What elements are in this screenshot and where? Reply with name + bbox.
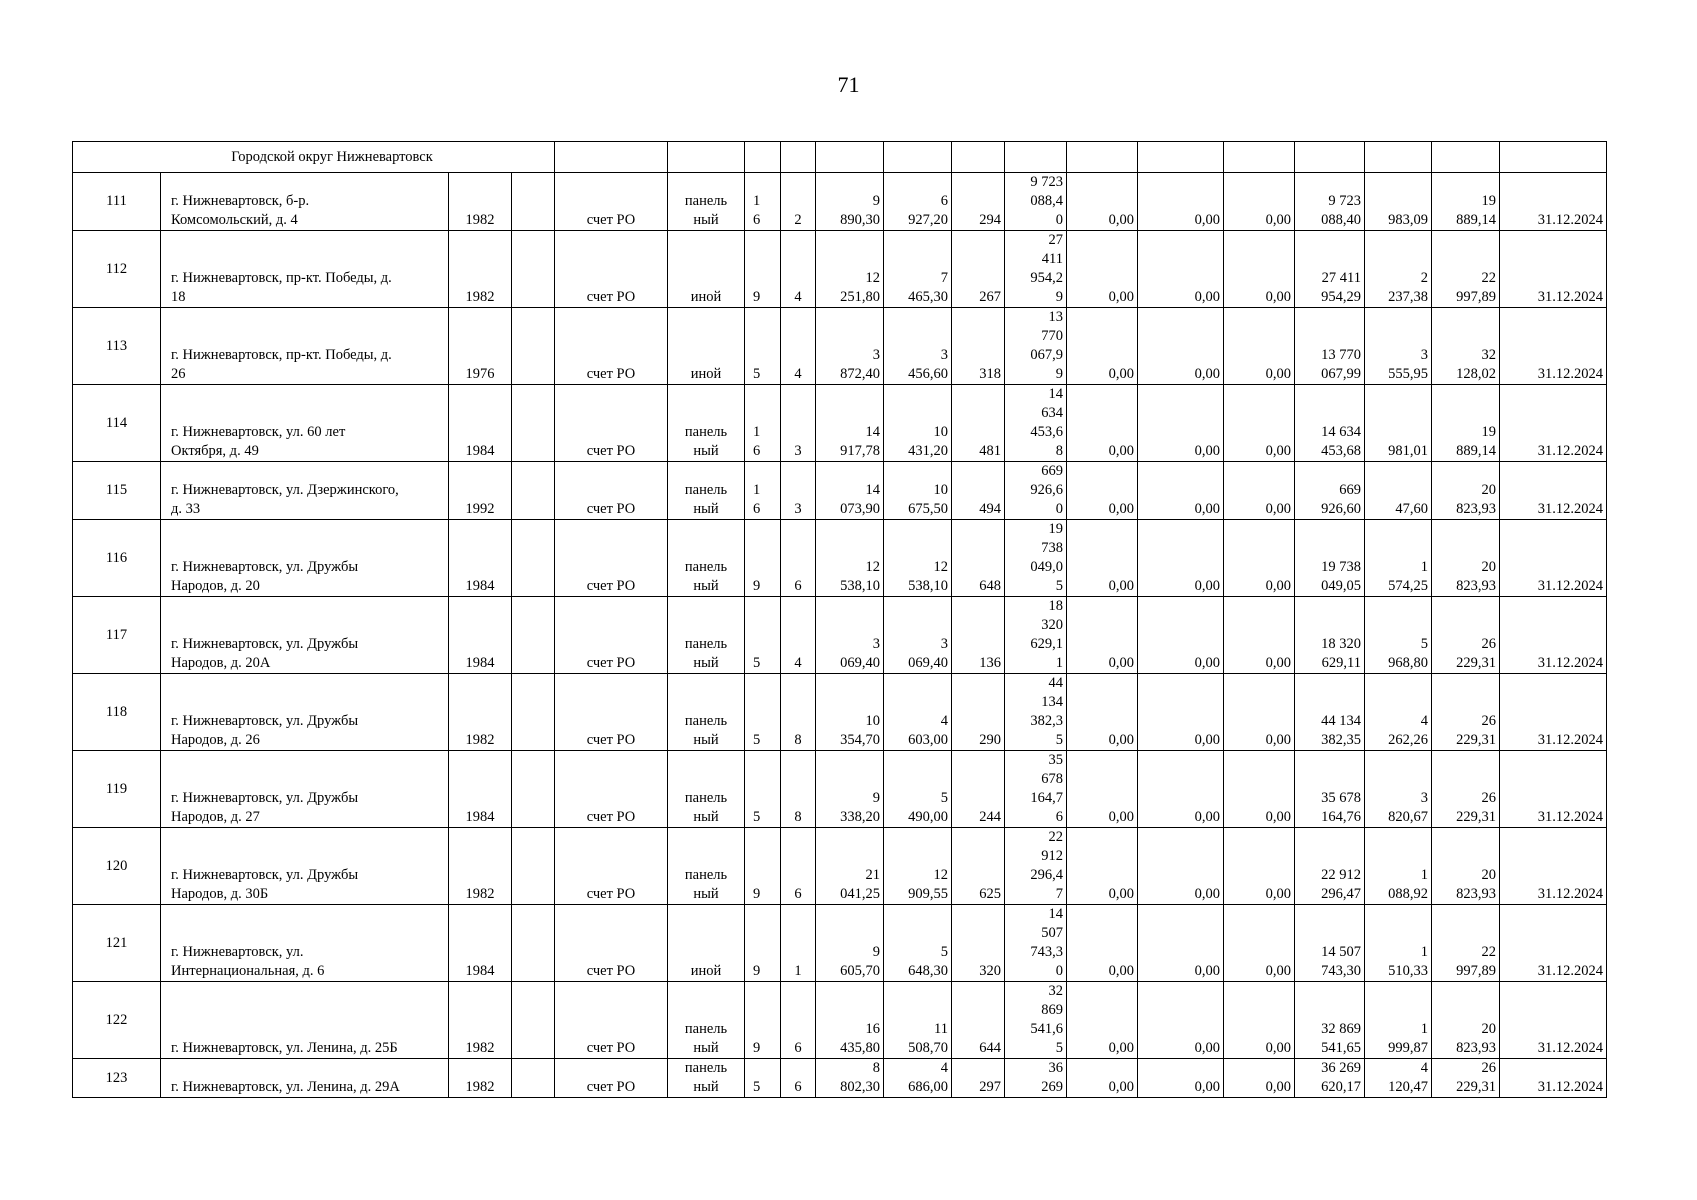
regional-funds-cell: 0,00 <box>1138 520 1224 597</box>
year-cell: 1992 <box>449 462 512 520</box>
table-row <box>73 231 1607 308</box>
table-row <box>73 173 1607 231</box>
residents-cell: 290 <box>952 674 1005 751</box>
local-funds-cell: 0,00 <box>1224 385 1295 462</box>
empty-cell <box>512 462 555 520</box>
cost-per-sqm-cell: 1 088,92 <box>1365 828 1432 905</box>
empty-cell <box>512 828 555 905</box>
limit-cost-cell: 19 889,14 <box>1432 173 1500 231</box>
wall-material-cell: панель ный <box>668 385 745 462</box>
cost-per-sqm-cell: 3 555,95 <box>1365 308 1432 385</box>
residents-cell: 644 <box>952 982 1005 1059</box>
limit-cost-cell: 32 128,02 <box>1432 308 1500 385</box>
total-cost-cell: 35 678 164,7 6 <box>1005 751 1067 828</box>
fund-method-cell: счет РО <box>555 828 668 905</box>
regional-funds-cell: 0,00 <box>1138 828 1224 905</box>
cost-per-sqm-cell: 4 262,26 <box>1365 674 1432 751</box>
federal-funds-cell: 0,00 <box>1067 520 1138 597</box>
wall-material-cell: панель ный <box>668 462 745 520</box>
living-area-cell: 6 927,20 <box>884 173 952 231</box>
entrances-cell: 6 <box>781 1059 816 1098</box>
living-area-cell: 11 508,70 <box>884 982 952 1059</box>
row-number: 112 <box>73 231 161 308</box>
floors-cell: 5 <box>745 751 781 828</box>
total-area-cell: 12 538,10 <box>816 520 884 597</box>
fund-method-cell: счет РО <box>555 597 668 674</box>
total-cost-cell: 9 723 088,4 0 <box>1005 173 1067 231</box>
federal-funds-cell: 0,00 <box>1067 905 1138 982</box>
total-cost-cell: 22 912 296,4 7 <box>1005 828 1067 905</box>
local-funds-cell: 0,00 <box>1224 1059 1295 1098</box>
cost-per-sqm-cell: 47,60 <box>1365 462 1432 520</box>
regional-funds-cell: 0,00 <box>1138 905 1224 982</box>
owner-funds-cell: 32 869 541,65 <box>1295 982 1365 1059</box>
total-area-cell: 16 435,80 <box>816 982 884 1059</box>
local-funds-cell: 0,00 <box>1224 462 1295 520</box>
address-cell: г. Нижневартовск, пр-кт. Победы, д. 18 <box>161 231 449 308</box>
cost-per-sqm-cell: 4 120,47 <box>1365 1059 1432 1098</box>
table-row <box>73 462 1607 520</box>
empty-cell <box>512 1059 555 1098</box>
residents-cell: 267 <box>952 231 1005 308</box>
regional-funds-cell: 0,00 <box>1138 231 1224 308</box>
limit-cost-cell: 20 823,93 <box>1432 828 1500 905</box>
year-cell: 1982 <box>449 231 512 308</box>
total-cost-cell: 19 738 049,0 5 <box>1005 520 1067 597</box>
floors-cell: 9 <box>745 905 781 982</box>
address-cell: г. Нижневартовск, б-р. Комсомольский, д. 4 <box>161 173 449 231</box>
wall-material-cell: панель ный <box>668 1059 745 1098</box>
residents-cell: 648 <box>952 520 1005 597</box>
federal-funds-cell: 0,00 <box>1067 982 1138 1059</box>
entrances-cell: 1 <box>781 905 816 982</box>
residents-cell: 297 <box>952 1059 1005 1098</box>
federal-funds-cell: 0,00 <box>1067 828 1138 905</box>
regional-funds-cell: 0,00 <box>1138 462 1224 520</box>
regional-funds-cell: 0,00 <box>1138 597 1224 674</box>
row-number: 121 <box>73 905 161 982</box>
year-cell: 1982 <box>449 1059 512 1098</box>
federal-funds-cell: 0,00 <box>1067 751 1138 828</box>
completion-date-cell: 31.12.2024 <box>1500 828 1607 905</box>
completion-date-cell: 31.12.2024 <box>1500 905 1607 982</box>
address-cell: г. Нижневартовск, ул. Ленина, д. 29А <box>161 1059 449 1098</box>
cost-per-sqm-cell: 983,09 <box>1365 173 1432 231</box>
fund-method-cell: счет РО <box>555 905 668 982</box>
owner-funds-cell: 669 926,60 <box>1295 462 1365 520</box>
wall-material-cell: панель ный <box>668 520 745 597</box>
total-cost-cell: 27 411 954,2 9 <box>1005 231 1067 308</box>
total-area-cell: 21 041,25 <box>816 828 884 905</box>
limit-cost-cell: 26 229,31 <box>1432 751 1500 828</box>
completion-date-cell: 31.12.2024 <box>1500 462 1607 520</box>
owner-funds-cell: 22 912 296,47 <box>1295 828 1365 905</box>
region-title: Городской округ Нижневартовск <box>73 142 555 173</box>
year-cell: 1984 <box>449 520 512 597</box>
floors-cell: 1 6 <box>745 462 781 520</box>
entrances-cell: 6 <box>781 828 816 905</box>
fund-method-cell: счет РО <box>555 674 668 751</box>
empty-cell <box>512 674 555 751</box>
floors-cell: 5 <box>745 308 781 385</box>
limit-cost-cell: 22 997,89 <box>1432 905 1500 982</box>
address-cell: г. Нижневартовск, ул. Дружбы Народов, д. 30Б <box>161 828 449 905</box>
row-number: 122 <box>73 982 161 1059</box>
completion-date-cell: 31.12.2024 <box>1500 308 1607 385</box>
limit-cost-cell: 26 229,31 <box>1432 597 1500 674</box>
wall-material-cell: панель ный <box>668 751 745 828</box>
total-cost-cell: 14 634 453,6 8 <box>1005 385 1067 462</box>
living-area-cell: 3 069,40 <box>884 597 952 674</box>
residents-cell: 244 <box>952 751 1005 828</box>
local-funds-cell: 0,00 <box>1224 308 1295 385</box>
entrances-cell: 8 <box>781 674 816 751</box>
owner-funds-cell: 36 269 620,17 <box>1295 1059 1365 1098</box>
limit-cost-cell: 20 823,93 <box>1432 982 1500 1059</box>
address-cell: г. Нижневартовск, ул. Дружбы Народов, д. 26 <box>161 674 449 751</box>
row-number: 111 <box>73 173 161 231</box>
fund-method-cell: счет РО <box>555 173 668 231</box>
fund-method-cell: счет РО <box>555 520 668 597</box>
living-area-cell: 5 648,30 <box>884 905 952 982</box>
completion-date-cell: 31.12.2024 <box>1500 597 1607 674</box>
table-row <box>73 520 1607 597</box>
owner-funds-cell: 13 770 067,99 <box>1295 308 1365 385</box>
address-cell: г. Нижневартовск, ул. Дружбы Народов, д. 27 <box>161 751 449 828</box>
completion-date-cell: 31.12.2024 <box>1500 385 1607 462</box>
regional-funds-cell: 0,00 <box>1138 173 1224 231</box>
owner-funds-cell: 14 634 453,68 <box>1295 385 1365 462</box>
cost-per-sqm-cell: 1 999,87 <box>1365 982 1432 1059</box>
entrances-cell: 2 <box>781 173 816 231</box>
table-row <box>73 1059 1607 1098</box>
empty-cell <box>512 520 555 597</box>
cost-per-sqm-cell: 2 237,38 <box>1365 231 1432 308</box>
living-area-cell: 5 490,00 <box>884 751 952 828</box>
total-cost-cell: 669 926,6 0 <box>1005 462 1067 520</box>
total-cost-cell: 32 869 541,6 5 <box>1005 982 1067 1059</box>
fund-method-cell: счет РО <box>555 231 668 308</box>
row-number: 118 <box>73 674 161 751</box>
row-number: 116 <box>73 520 161 597</box>
regional-funds-cell: 0,00 <box>1138 751 1224 828</box>
limit-cost-cell: 19 889,14 <box>1432 385 1500 462</box>
federal-funds-cell: 0,00 <box>1067 385 1138 462</box>
entrances-cell: 3 <box>781 385 816 462</box>
wall-material-cell: панель ный <box>668 597 745 674</box>
owner-funds-cell: 14 507 743,30 <box>1295 905 1365 982</box>
year-cell: 1984 <box>449 597 512 674</box>
year-cell: 1984 <box>449 385 512 462</box>
local-funds-cell: 0,00 <box>1224 674 1295 751</box>
residents-cell: 481 <box>952 385 1005 462</box>
limit-cost-cell: 22 997,89 <box>1432 231 1500 308</box>
floors-cell: 5 <box>745 674 781 751</box>
entrances-cell: 6 <box>781 520 816 597</box>
fund-method-cell: счет РО <box>555 982 668 1059</box>
row-number: 119 <box>73 751 161 828</box>
region-header-row <box>73 142 1607 173</box>
regional-funds-cell: 0,00 <box>1138 1059 1224 1098</box>
residents-cell: 625 <box>952 828 1005 905</box>
total-cost-cell: 13 770 067,9 9 <box>1005 308 1067 385</box>
completion-date-cell: 31.12.2024 <box>1500 173 1607 231</box>
fund-method-cell: счет РО <box>555 308 668 385</box>
cost-per-sqm-cell: 1 510,33 <box>1365 905 1432 982</box>
federal-funds-cell: 0,00 <box>1067 1059 1138 1098</box>
owner-funds-cell: 44 134 382,35 <box>1295 674 1365 751</box>
address-cell: г. Нижневартовск, ул. Дзержинского, д. 33 <box>161 462 449 520</box>
table-row <box>73 751 1607 828</box>
entrances-cell: 3 <box>781 462 816 520</box>
wall-material-cell: иной <box>668 905 745 982</box>
local-funds-cell: 0,00 <box>1224 905 1295 982</box>
owner-funds-cell: 19 738 049,05 <box>1295 520 1365 597</box>
table-row <box>73 905 1607 982</box>
cost-per-sqm-cell: 3 820,67 <box>1365 751 1432 828</box>
table-row <box>73 385 1607 462</box>
local-funds-cell: 0,00 <box>1224 982 1295 1059</box>
entrances-cell: 8 <box>781 751 816 828</box>
owner-funds-cell: 18 320 629,11 <box>1295 597 1365 674</box>
federal-funds-cell: 0,00 <box>1067 308 1138 385</box>
owner-funds-cell: 9 723 088,40 <box>1295 173 1365 231</box>
floors-cell: 9 <box>745 828 781 905</box>
floors-cell: 1 6 <box>745 385 781 462</box>
completion-date-cell: 31.12.2024 <box>1500 982 1607 1059</box>
total-cost-cell: 14 507 743,3 0 <box>1005 905 1067 982</box>
address-cell: г. Нижневартовск, ул. Дружбы Народов, д. 20 <box>161 520 449 597</box>
table-row <box>73 982 1607 1059</box>
residents-cell: 294 <box>952 173 1005 231</box>
wall-material-cell: иной <box>668 308 745 385</box>
living-area-cell: 4 686,00 <box>884 1059 952 1098</box>
cost-per-sqm-cell: 1 574,25 <box>1365 520 1432 597</box>
federal-funds-cell: 0,00 <box>1067 231 1138 308</box>
year-cell: 1982 <box>449 674 512 751</box>
limit-cost-cell: 20 823,93 <box>1432 462 1500 520</box>
empty-cell <box>512 751 555 828</box>
table-row <box>73 828 1607 905</box>
wall-material-cell: панель ный <box>668 982 745 1059</box>
fund-method-cell: счет РО <box>555 1059 668 1098</box>
total-area-cell: 12 251,80 <box>816 231 884 308</box>
completion-date-cell: 31.12.2024 <box>1500 1059 1607 1098</box>
entrances-cell: 4 <box>781 308 816 385</box>
wall-material-cell: панель ный <box>668 173 745 231</box>
empty-cell <box>512 385 555 462</box>
living-area-cell: 3 456,60 <box>884 308 952 385</box>
regional-funds-cell: 0,00 <box>1138 674 1224 751</box>
address-cell: г. Нижневартовск, ул. 60 лет Октября, д. 49 <box>161 385 449 462</box>
local-funds-cell: 0,00 <box>1224 828 1295 905</box>
living-area-cell: 12 538,10 <box>884 520 952 597</box>
living-area-cell: 10 675,50 <box>884 462 952 520</box>
federal-funds-cell: 0,00 <box>1067 173 1138 231</box>
regional-funds-cell: 0,00 <box>1138 308 1224 385</box>
local-funds-cell: 0,00 <box>1224 231 1295 308</box>
floors-cell: 5 <box>745 597 781 674</box>
total-cost-cell: 36 269 <box>1005 1059 1067 1098</box>
living-area-cell: 10 431,20 <box>884 385 952 462</box>
total-area-cell: 10 354,70 <box>816 674 884 751</box>
floors-cell: 9 <box>745 231 781 308</box>
owner-funds-cell: 35 678 164,76 <box>1295 751 1365 828</box>
cost-per-sqm-cell: 5 968,80 <box>1365 597 1432 674</box>
federal-funds-cell: 0,00 <box>1067 674 1138 751</box>
regional-funds-cell: 0,00 <box>1138 385 1224 462</box>
floors-cell: 1 6 <box>745 173 781 231</box>
federal-funds-cell: 0,00 <box>1067 462 1138 520</box>
limit-cost-cell: 26 229,31 <box>1432 1059 1500 1098</box>
floors-cell: 9 <box>745 520 781 597</box>
limit-cost-cell: 20 823,93 <box>1432 520 1500 597</box>
table-row <box>73 674 1607 751</box>
total-area-cell: 3 872,40 <box>816 308 884 385</box>
table-row <box>73 308 1607 385</box>
residents-cell: 136 <box>952 597 1005 674</box>
completion-date-cell: 31.12.2024 <box>1500 231 1607 308</box>
local-funds-cell: 0,00 <box>1224 751 1295 828</box>
address-cell: г. Нижневартовск, ул. Ленина, д. 25Б <box>161 982 449 1059</box>
table-row <box>73 597 1607 674</box>
total-area-cell: 9 890,30 <box>816 173 884 231</box>
total-area-cell: 3 069,40 <box>816 597 884 674</box>
residents-cell: 318 <box>952 308 1005 385</box>
address-cell: г. Нижневартовск, пр-кт. Победы, д. 26 <box>161 308 449 385</box>
row-number: 120 <box>73 828 161 905</box>
address-cell: г. Нижневартовск, ул. Дружбы Народов, д. 20А <box>161 597 449 674</box>
wall-material-cell: панель ный <box>668 828 745 905</box>
residents-cell: 494 <box>952 462 1005 520</box>
empty-cell <box>512 982 555 1059</box>
completion-date-cell: 31.12.2024 <box>1500 751 1607 828</box>
entrances-cell: 6 <box>781 982 816 1059</box>
total-cost-cell: 44 134 382,3 5 <box>1005 674 1067 751</box>
total-area-cell: 9 605,70 <box>816 905 884 982</box>
housing-register-table <box>72 141 1607 1098</box>
fund-method-cell: счет РО <box>555 385 668 462</box>
year-cell: 1984 <box>449 905 512 982</box>
fund-method-cell: счет РО <box>555 462 668 520</box>
owner-funds-cell: 27 411 954,29 <box>1295 231 1365 308</box>
total-area-cell: 9 338,20 <box>816 751 884 828</box>
local-funds-cell: 0,00 <box>1224 520 1295 597</box>
total-cost-cell: 18 320 629,1 1 <box>1005 597 1067 674</box>
regional-funds-cell: 0,00 <box>1138 982 1224 1059</box>
wall-material-cell: иной <box>668 231 745 308</box>
row-number: 115 <box>73 462 161 520</box>
completion-date-cell: 31.12.2024 <box>1500 520 1607 597</box>
total-area-cell: 14 073,90 <box>816 462 884 520</box>
row-number: 117 <box>73 597 161 674</box>
empty-cell <box>512 905 555 982</box>
floors-cell: 5 <box>745 1059 781 1098</box>
empty-cell <box>512 173 555 231</box>
year-cell: 1976 <box>449 308 512 385</box>
federal-funds-cell: 0,00 <box>1067 597 1138 674</box>
living-area-cell: 12 909,55 <box>884 828 952 905</box>
row-number: 113 <box>73 308 161 385</box>
floors-cell: 9 <box>745 982 781 1059</box>
residents-cell: 320 <box>952 905 1005 982</box>
year-cell: 1982 <box>449 828 512 905</box>
cost-per-sqm-cell: 981,01 <box>1365 385 1432 462</box>
wall-material-cell: панель ный <box>668 674 745 751</box>
limit-cost-cell: 26 229,31 <box>1432 674 1500 751</box>
entrances-cell: 4 <box>781 597 816 674</box>
row-number: 114 <box>73 385 161 462</box>
page-number: 71 <box>837 72 860 97</box>
address-cell: г. Нижневартовск, ул. Интернациональная, д. 6 <box>161 905 449 982</box>
local-funds-cell: 0,00 <box>1224 597 1295 674</box>
empty-cell <box>512 231 555 308</box>
completion-date-cell: 31.12.2024 <box>1500 674 1607 751</box>
living-area-cell: 4 603,00 <box>884 674 952 751</box>
local-funds-cell: 0,00 <box>1224 173 1295 231</box>
living-area-cell: 7 465,30 <box>884 231 952 308</box>
row-number: 123 <box>73 1059 161 1098</box>
year-cell: 1982 <box>449 982 512 1059</box>
empty-cell <box>512 308 555 385</box>
year-cell: 1984 <box>449 751 512 828</box>
fund-method-cell: счет РО <box>555 751 668 828</box>
empty-cell <box>512 597 555 674</box>
entrances-cell: 4 <box>781 231 816 308</box>
total-area-cell: 14 917,78 <box>816 385 884 462</box>
total-area-cell: 8 802,30 <box>816 1059 884 1098</box>
year-cell: 1982 <box>449 173 512 231</box>
